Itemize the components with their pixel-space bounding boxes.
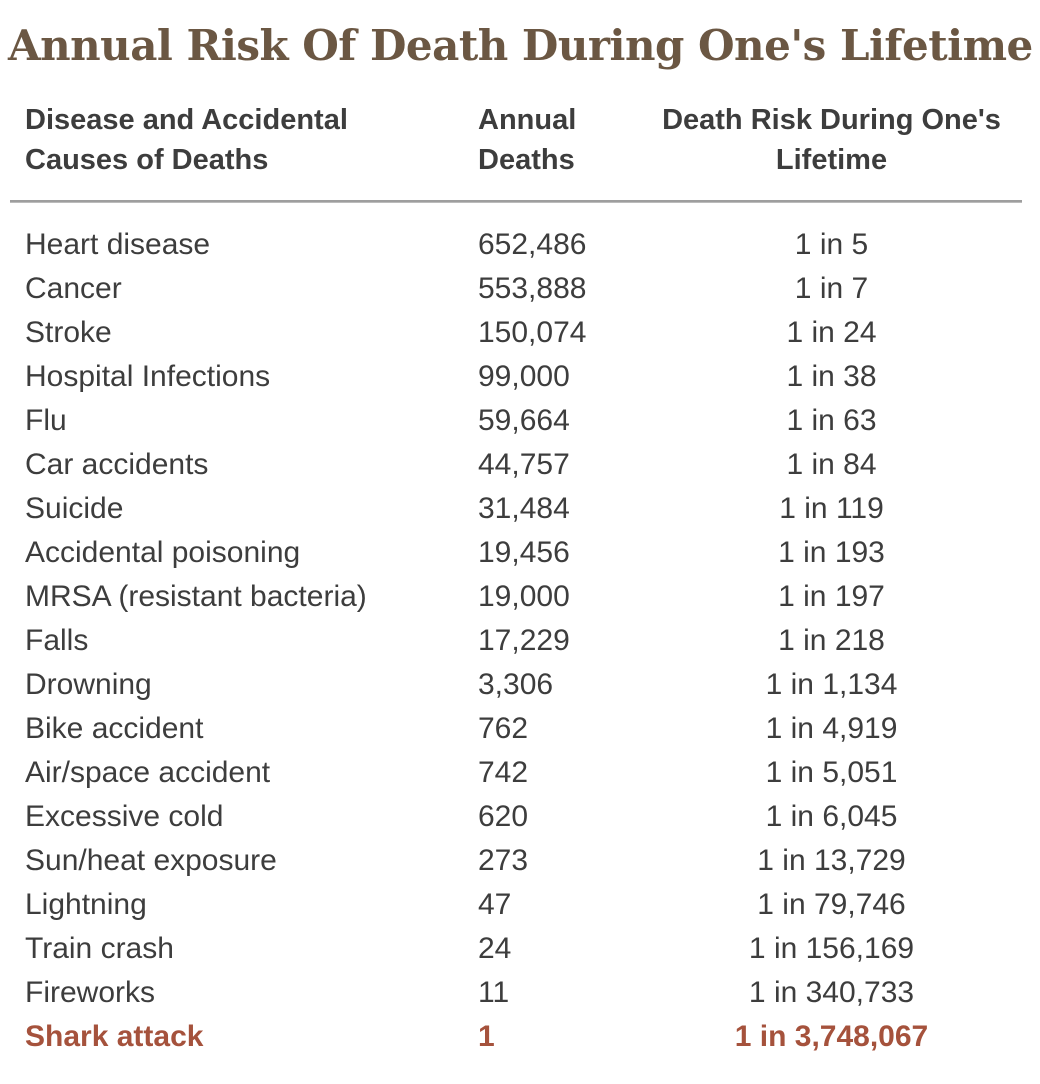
cell-deaths: 620 [478,800,529,834]
cell-cause: Air/space accident [25,756,271,790]
cell-risk: 1 in 13,729 [757,844,906,878]
cell-cause: Cancer [25,272,122,306]
header-line: Causes of Deaths [25,144,269,177]
header-line: Lifetime [775,144,888,177]
cell-risk: 1 in 24 [786,316,877,350]
cell-risk: 1 in 4,919 [765,712,898,746]
cell-cause: MRSA (resistant bacteria) [25,580,367,614]
cell-risk: 1 in 340,733 [748,976,915,1010]
cell-risk: 1 in 5,051 [765,756,898,790]
cell-deaths: 150,074 [478,316,587,350]
table-row [0,927,1040,971]
cell-risk: 1 in 79,746 [757,888,906,922]
table-row [0,355,1040,399]
cell-deaths: 17,229 [478,624,570,658]
table-row [0,795,1040,839]
cell-risk: 1 in 119 [779,492,884,526]
cell-deaths: 553,888 [478,272,587,306]
table-row [0,707,1040,751]
table-row [0,267,1040,311]
table-row [0,311,1040,355]
header-line: Deaths [478,144,575,177]
cell-cause: Hospital Infections [25,360,271,394]
header-divider [10,200,1022,203]
table-row [0,839,1040,883]
cell-deaths: 59,664 [478,404,570,438]
cell-risk: 1 in 1,134 [765,668,898,702]
cell-risk: 1 in 84 [786,448,877,482]
cell-deaths: 31,484 [478,492,570,526]
cell-risk: 1 in 3,748,067 [734,1020,929,1054]
cell-cause: Flu [25,404,67,438]
cell-cause: Bike accident [25,712,204,746]
cell-deaths: 44,757 [478,448,570,482]
cell-cause: Stroke [25,316,112,350]
cell-cause: Train crash [25,932,174,966]
cell-deaths: 742 [478,756,529,790]
table-row [0,971,1040,1015]
cell-cause: Suicide [25,492,124,526]
cell-risk: 1 in 38 [786,360,877,394]
table-row [0,619,1040,663]
cell-deaths: 3,306 [478,668,554,702]
cell-cause: Lightning [25,888,147,922]
table-row [0,751,1040,795]
cell-deaths: 273 [478,844,529,878]
table-row [0,443,1040,487]
risk-table [0,100,1040,1059]
header-line: Death Risk During One's [662,104,1001,137]
cell-deaths: 11 [478,976,510,1010]
cell-risk: 1 in 197 [778,580,885,614]
cell-cause: Heart disease [25,228,211,262]
cell-cause: Falls [25,624,89,658]
table-header-row [0,100,1040,180]
table-row [0,487,1040,531]
header-lifetime-risk-column [653,100,1010,180]
cell-cause: Car accidents [25,448,209,482]
cell-risk: 1 in 7 [794,272,869,306]
cell-deaths: 47 [478,888,512,922]
cell-cause: Fireworks [25,976,156,1010]
cell-risk: 1 in 5 [794,228,869,262]
cell-cause: Accidental poisoning [25,536,301,570]
page-title: Annual Risk Of Death During One's Lifetime [8,21,1033,70]
cell-deaths: 762 [478,712,529,746]
header-annual-deaths-column [478,100,653,180]
table-body [0,223,1040,1059]
cell-cause: Sun/heat exposure [25,844,277,878]
cell-deaths: 652,486 [478,228,587,262]
table-row [0,883,1040,927]
cell-deaths: 1 [478,1020,495,1054]
cell-cause: Excessive cold [25,800,224,834]
table-row [0,1015,1040,1059]
cell-cause: Drowning [25,668,152,702]
table-row [0,223,1040,267]
cell-risk: 1 in 6,045 [765,800,898,834]
table-row [0,531,1040,575]
header-line: Annual [478,104,577,137]
cell-cause: Shark attack [25,1020,204,1054]
cell-risk: 1 in 218 [778,624,885,658]
cell-risk: 1 in 156,169 [748,932,915,966]
cell-deaths: 99,000 [478,360,570,394]
table-row [0,575,1040,619]
table-row [0,399,1040,443]
header-cause-column [25,100,478,180]
header-line: Disease and Accidental [25,104,348,137]
cell-risk: 1 in 193 [778,536,885,570]
cell-deaths: 24 [478,932,512,966]
cell-risk: 1 in 63 [786,404,877,438]
table-row [0,663,1040,707]
cell-deaths: 19,000 [478,580,570,614]
cell-deaths: 19,456 [478,536,570,570]
